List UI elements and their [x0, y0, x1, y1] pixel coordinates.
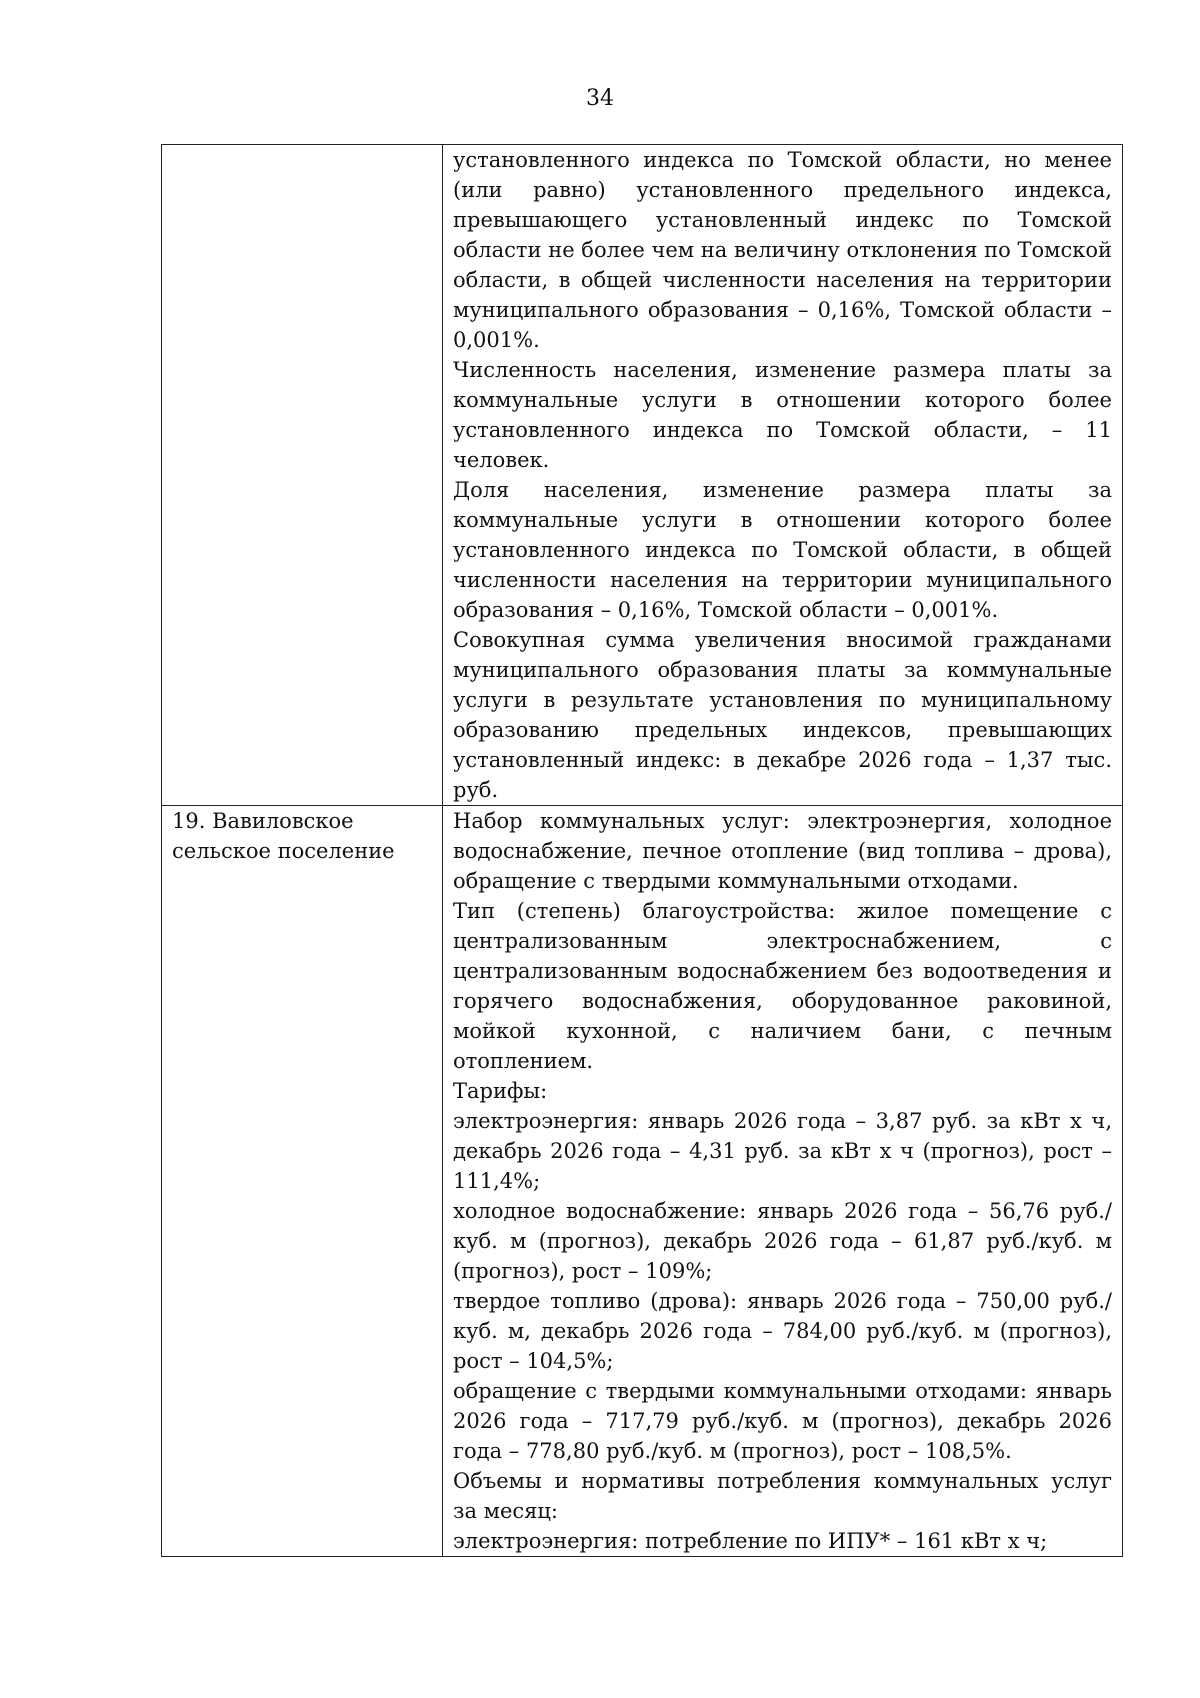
- paragraph: установленного индекса по Томской области, но менее (или равно) установленного предельного индекса, превышающего установленный индекс по Томской области не более чем на величину отклонения по Томской области, в общей численности населения на территории муниципального образования – 0,16%, Томской области – 0,001%.: [453, 148, 1112, 352]
- paragraph: твердое топливо (дрова): январь 2026 года – 750,00 руб./куб. м, декабрь 2026 года – 784,00 руб./куб. м (прогноз), рост – 104,5%;: [453, 1289, 1112, 1373]
- table-row: [162, 145, 1123, 806]
- description-cell: [443, 806, 1123, 1557]
- paragraph: Тип (степень) благоустройства: жилое помещение с централизованным электроснабжением, с централизованным водоснабжением без водоотведения и горячего водоснабжения, оборудованное раковиной, мойкой кухонной, с наличием бани, с печным отоплением.: [453, 899, 1112, 1073]
- municipality-cell: [162, 145, 443, 806]
- description-cell: [443, 145, 1123, 806]
- paragraph: Объемы и нормативы потребления коммунальных услуг за месяц:: [453, 1469, 1112, 1523]
- paragraph: Тарифы:: [453, 1079, 548, 1103]
- table-row: [162, 806, 1123, 1557]
- paragraph: электроэнергия: январь 2026 года – 3,87 руб. за кВт х ч, декабрь 2026 года – 4,31 руб. за кВт х ч (прогноз), рост – 111,4%;: [453, 1109, 1112, 1193]
- paragraph: Совокупная сумма увеличения вносимой гражданами муниципального образования платы за коммунальные услуги в результате установления по муниципальному образованию предельных индексов, превышающих установленный индекс: в декабре 2026 года – 1,37 тыс. руб.: [453, 628, 1112, 802]
- tariff-table: [161, 144, 1123, 1557]
- paragraph: обращение с твердыми коммунальными отходами: январь 2026 года – 717,79 руб./куб. м (прогноз), декабрь 2026 года – 778,80 руб./куб. м (прогноз), рост – 108,5%.: [453, 1379, 1112, 1463]
- paragraph: электроэнергия: потребление по ИПУ* – 161 кВт х ч;: [453, 1529, 1048, 1553]
- page-number: 34: [586, 86, 614, 111]
- municipality-label: 19. Вавиловское сельское поселение: [172, 809, 395, 863]
- paragraph: Численность населения, изменение размера платы за коммунальные услуги в отношении которого более установленного индекса по Томской области, – 11 человек.: [453, 358, 1112, 472]
- paragraph: Набор коммунальных услуг: электроэнергия, холодное водоснабжение, печное отопление (вид топлива – дрова), обращение с твердыми коммунальными отходами.: [453, 809, 1112, 893]
- paragraph: Доля населения, изменение размера платы за коммунальные услуги в отношении которого более установленного индекса по Томской области, в общей численности населения на территории муниципального образования – 0,16%, Томской области – 0,001%.: [453, 478, 1112, 622]
- municipality-cell: [162, 806, 443, 1557]
- paragraph: холодное водоснабжение: январь 2026 года – 56,76 руб./куб. м (прогноз), декабрь 2026 года – 61,87 руб./куб. м (прогноз), рост – 109%;: [453, 1199, 1112, 1283]
